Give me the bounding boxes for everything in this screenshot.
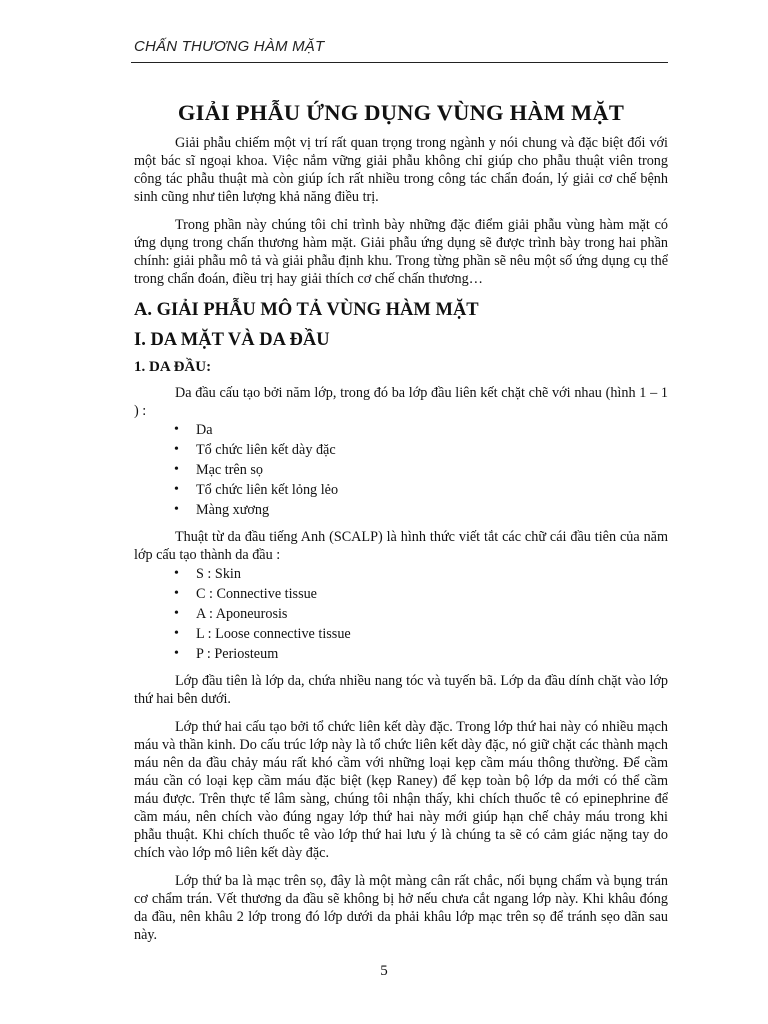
list-item: • L : Loose connective tissue <box>134 624 668 644</box>
body-paragraph: Lớp đầu tiên là lớp da, chứa nhiều nang tóc và tuyến bã. Lớp da đầu dính chặt vào lớp thứ hai bên dưới. <box>134 673 668 707</box>
list-item: • A : Aponeurosis <box>134 604 668 624</box>
list-item: • P : Periosteum <box>134 644 668 664</box>
scalp-intro-paragraph: Thuật từ da đầu tiếng Anh (SCALP) là hình thức viết tắt các chữ cái đầu tiên của năm lớp cấu tạo thành da đầu : <box>134 529 668 563</box>
running-header: CHẤN THƯƠNG HÀM MẶT <box>134 38 325 55</box>
list-item: • Tổ chức liên kết dày đặc <box>134 440 668 460</box>
layers-intro-paragraph: Da đầu cấu tạo bởi năm lớp, trong đó ba lớp đầu liên kết chặt chẽ với nhau (hình 1 – 1 ) : <box>134 385 668 419</box>
list-item: • Màng xương <box>134 500 668 520</box>
list-item: • Mạc trên sọ <box>134 460 668 480</box>
section-heading-i: I. DA MẶT VÀ DA ĐẦU <box>134 330 330 350</box>
list-item: • S : Skin <box>134 564 668 584</box>
header-rule <box>131 62 668 63</box>
intro-paragraph: Giải phẫu chiếm một vị trí rất quan trọng trong ngành y nói chung và đặc biệt đối với một bác sĩ ngoại khoa. Việc nắm vững giải phẫu không chỉ giúp cho phẫu thuật viên trong công tác phẫu thuật mà còn giúp ích rất nhiều trong công tác chẩn đoán, lý giải cơ chế bệnh sinh cũng như tiên lượng khả năng điều trị. <box>134 135 668 205</box>
intro-paragraph: Trong phần này chúng tôi chỉ trình bày những đặc điểm giải phẫu vùng hàm mặt có ứng dụng trong chấn thương hàm mặt. Giải phẫu ứng dụng sẽ được trình bày trong hai phần chính: giải phẫu mô tả và giải phẫu định khu. Trong từng phần sẽ nêu một số ứng dụng cụ thể trong chẩn đoán, điều trị hay giải thích cơ chế chấn thương… <box>134 217 668 287</box>
body-paragraph: Lớp thứ ba là mạc trên sọ, đây là một màng cân rất chắc, nối bụng chẩm và bụng trán cơ chẩm trán. Vết thương da đầu sẽ không bị hở nếu chưa cắt ngang lớp này. Khi khâu đóng da đầu, nên khâu 2 lớp trong đó lớp dưới da phải khâu lớp mạc trên sọ để tránh sẹo dãn sau này. <box>134 873 668 943</box>
section-heading-a: A. GIẢI PHẪU MÔ TẢ VÙNG HÀM MẶT <box>134 300 479 320</box>
body-paragraph: Lớp thứ hai cấu tạo bởi tổ chức liên kết dày đặc. Trong lớp thứ hai này có nhiều mạch máu và thần kinh. Do cấu trúc lớp này là tổ chức liên kết dày đặc, nó giữ chặt các thành mạch máu nên da đầu chảy máu rất khó cầm với những loại kẹp cầm máu thông thường. Để cầm máu cần có loại kẹp cầm máu đặc biệt (kẹp Raney) để kẹp toàn bộ lớp da mới có thể cầm máu được. Trên thực tế lâm sàng, chúng tôi nhận thấy, khi chích thuốc tê có epinephrine để cầm máu, nên chích vào đúng ngay lớp thứ hai này mới giúp hạn chế chảy máu trong khi phẫu thuật. Khi chích thuốc tê vào lớp thứ hai lưu ý là chúng ta sẽ có cảm giác nặng tay do chích vào lớp mô liên kết dày đặc. <box>134 719 668 861</box>
page-number: 5 <box>380 963 388 979</box>
list-item: • Tổ chức liên kết lỏng lẻo <box>134 480 668 500</box>
scalp-list <box>134 564 668 664</box>
page-content <box>134 100 668 954</box>
list-item: • C : Connective tissue <box>134 584 668 604</box>
layers-list <box>134 420 668 520</box>
list-item: • Da <box>134 420 668 440</box>
page-title: GIẢI PHẪU ỨNG DỤNG VÙNG HÀM MẶT <box>177 100 625 125</box>
subsection-heading-1: 1. DA ĐẦU: <box>134 359 212 375</box>
